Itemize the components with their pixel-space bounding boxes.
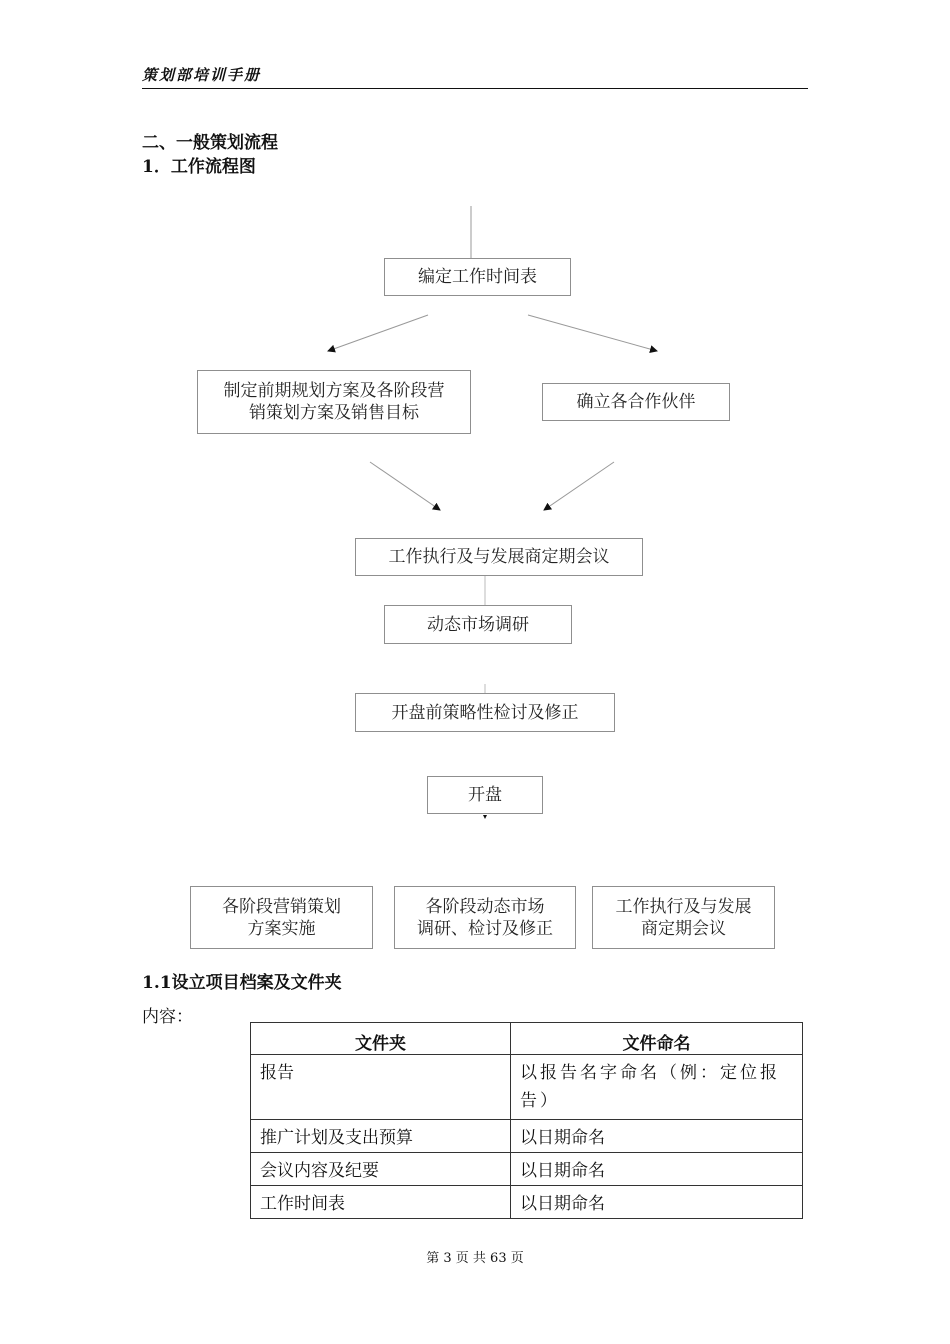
flow-box-label: 商定期会议 — [641, 918, 726, 939]
table-cell: 以报告名字命名（例：定位报告） — [511, 1055, 803, 1120]
subsection-title: 1.1设立项目档案及文件夹 — [142, 973, 342, 993]
arrow-plan-to-exec — [370, 462, 440, 510]
folder-table — [250, 1022, 803, 1219]
content-label: 内容： — [142, 1007, 193, 1027]
flow-box-market-research — [384, 605, 572, 644]
table-cell: 以日期命名 — [511, 1186, 803, 1219]
flow-box-label: 动态市场调研 — [427, 614, 529, 635]
arrow-opening — [483, 815, 487, 819]
flow-box-label: 开盘前策略性检讨及修正 — [391, 702, 579, 723]
table-cell: 工作时间表 — [251, 1186, 511, 1219]
flow-box-schedule — [384, 258, 571, 296]
flow-box-label: 开盘 — [468, 785, 502, 805]
flow-box-dynamic-research — [394, 886, 576, 949]
flow-box-execution — [355, 538, 643, 576]
flow-box-label: 确立各合作伙伴 — [576, 392, 696, 412]
table-row — [251, 1120, 803, 1153]
table-header-row — [251, 1023, 803, 1055]
table-row — [251, 1186, 803, 1219]
flow-box-label: 制定前期规划方案及各阶段营 — [223, 381, 445, 401]
flow-box-review — [355, 693, 615, 732]
table-row — [251, 1055, 803, 1120]
column-header-naming: 文件命名 — [511, 1023, 803, 1055]
arrow-partners-to-exec — [544, 462, 614, 510]
arrow-to-plan — [328, 315, 428, 351]
flow-box-label: 各阶段动态市场 — [425, 896, 545, 917]
table-cell: 以日期命名 — [511, 1153, 803, 1186]
flow-box-label: 销策划方案及销售目标 — [249, 403, 419, 423]
table-cell: 推广计划及支出预算 — [251, 1120, 511, 1153]
column-header-folder: 文件夹 — [251, 1023, 511, 1055]
flow-box-plan — [197, 370, 471, 434]
flow-box-meetings — [592, 886, 775, 949]
flow-box-partners — [542, 383, 730, 421]
table-cell: 报告 — [251, 1055, 511, 1120]
flow-box-label: 工作执行及与发展 — [615, 896, 752, 917]
flow-box-label: 工作执行及与发展商定期会议 — [388, 547, 610, 567]
arrow-to-partners — [528, 315, 657, 351]
table-row — [251, 1153, 803, 1186]
flow-box-label: 各阶段营销策划 — [222, 896, 341, 917]
page-footer: 第 3 页 共 63 页 — [426, 1251, 524, 1266]
section-title: 二、一般策划流程 — [142, 133, 278, 153]
table-cell: 以日期命名 — [511, 1120, 803, 1153]
flow-box-label: 编定工作时间表 — [418, 267, 537, 287]
flow-box-implementation — [190, 886, 373, 949]
table-cell: 会议内容及纪要 — [251, 1153, 511, 1186]
flow-box-label: 方案实施 — [247, 918, 316, 939]
flow-box-opening — [427, 776, 543, 814]
flow-box-label: 调研、检讨及修正 — [417, 918, 553, 939]
header-title: 策划部培训手册 — [142, 66, 262, 84]
section-subtitle: 1．工作流程图 — [142, 157, 256, 177]
